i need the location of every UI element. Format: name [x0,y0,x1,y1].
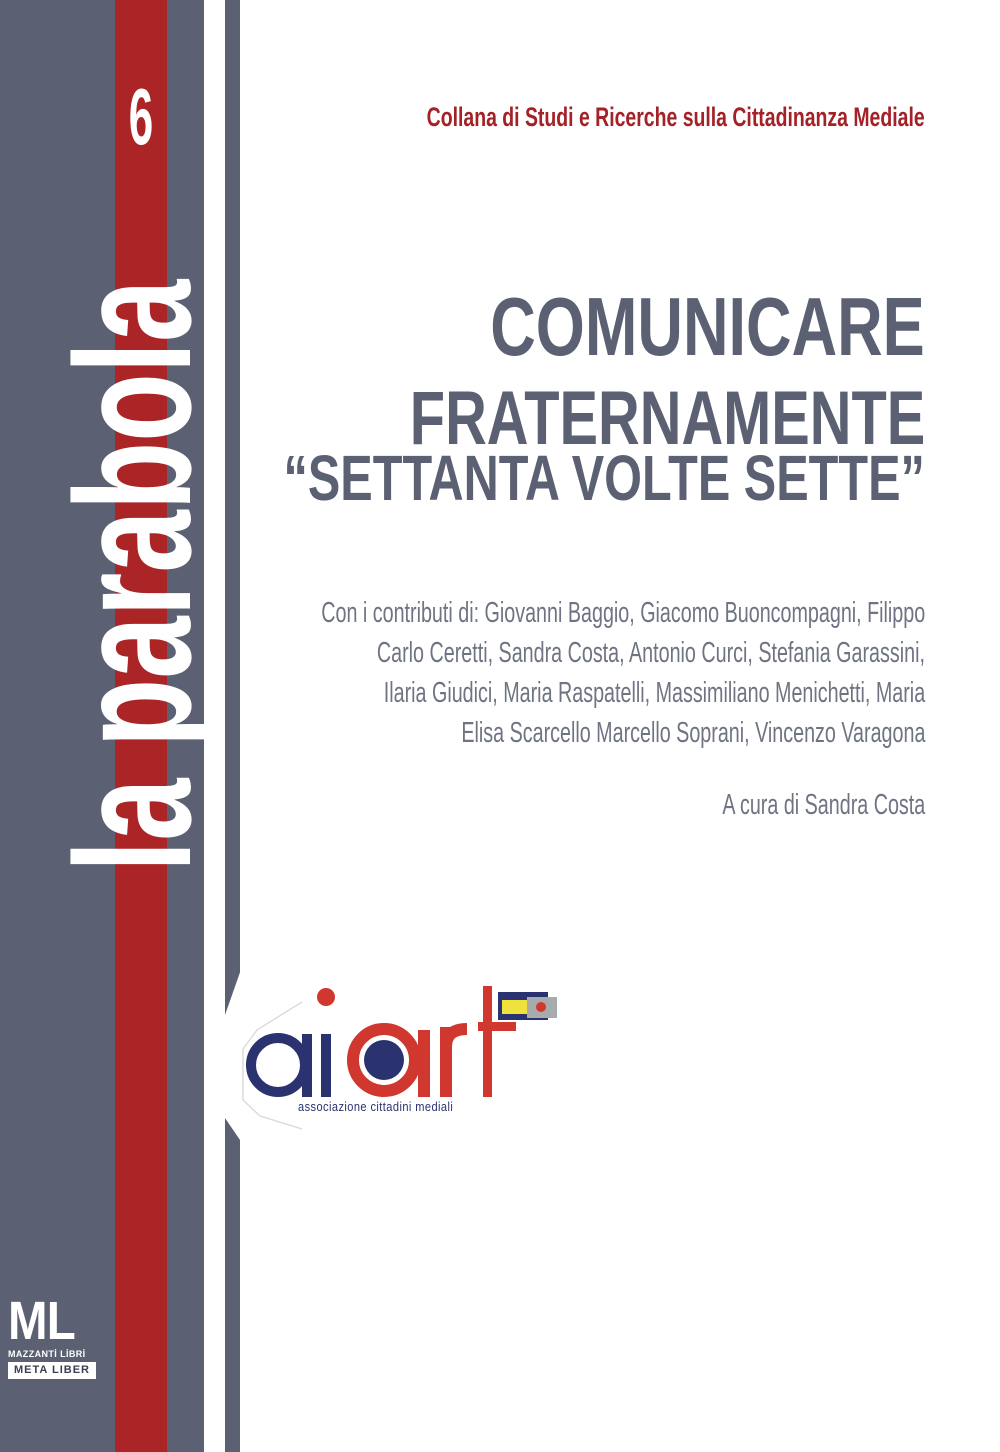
collection-title: Collana di Studi e Ricerche sulla Cittadinanza Mediale [426,102,925,132]
spine-thin-stripe-top [225,0,240,1015]
spine-thin-stripe-bottom [225,1118,240,1452]
aiart-letter-t-stem [483,986,492,1097]
contributors-line: Carlo Ceretti, Sandra Costa, Antonio Curci, Stefania Garassini, [376,637,925,669]
aiart-letter-t-bar [478,1022,516,1031]
book-title-line2: FRATERNAMENTE [409,376,925,461]
publisher-name: MAZZANTİ LİBRİ [8,1349,86,1359]
aiart-device-icon [498,992,557,1020]
aiart-letter-a2-stem [418,1030,430,1097]
aiart-letter-r-arm [446,1029,467,1047]
series-number: 6 [128,72,154,161]
aiart-letter-a1-bowl [251,1038,305,1092]
book-title-line1: COMUNICARE [490,280,925,373]
aiart-letter-a1-stem [302,1034,312,1097]
contributors-line: Con i contributi di: Giovanni Baggio, Giacomo Buoncompagni, Filippo [321,597,925,629]
publisher-logo [8,1291,96,1379]
contributors-line: Ilaria Giudici, Maria Raspatelli, Massimiliano Menichetti, Maria [383,677,925,709]
book-subtitle: “SETTANTA VOLTE SETTE” [283,442,925,514]
publisher-initials: ML [8,1291,75,1351]
editor-credit: A cura di Sandra Costa [722,789,925,821]
series-title-vertical: la parabola [41,279,225,872]
contributors-line: Elisa Scarcello Marcello Soprani, Vincenzo Varagona [460,717,925,749]
aiart-letter-a2-dot [364,1040,404,1080]
publisher-imprint-badge: META LIBER [8,1362,96,1379]
aiart-letter-i-dot [317,988,335,1006]
aiart-letter-i-stem [321,1034,331,1097]
aiart-tagline: associazione cittadini mediali [298,1099,454,1114]
